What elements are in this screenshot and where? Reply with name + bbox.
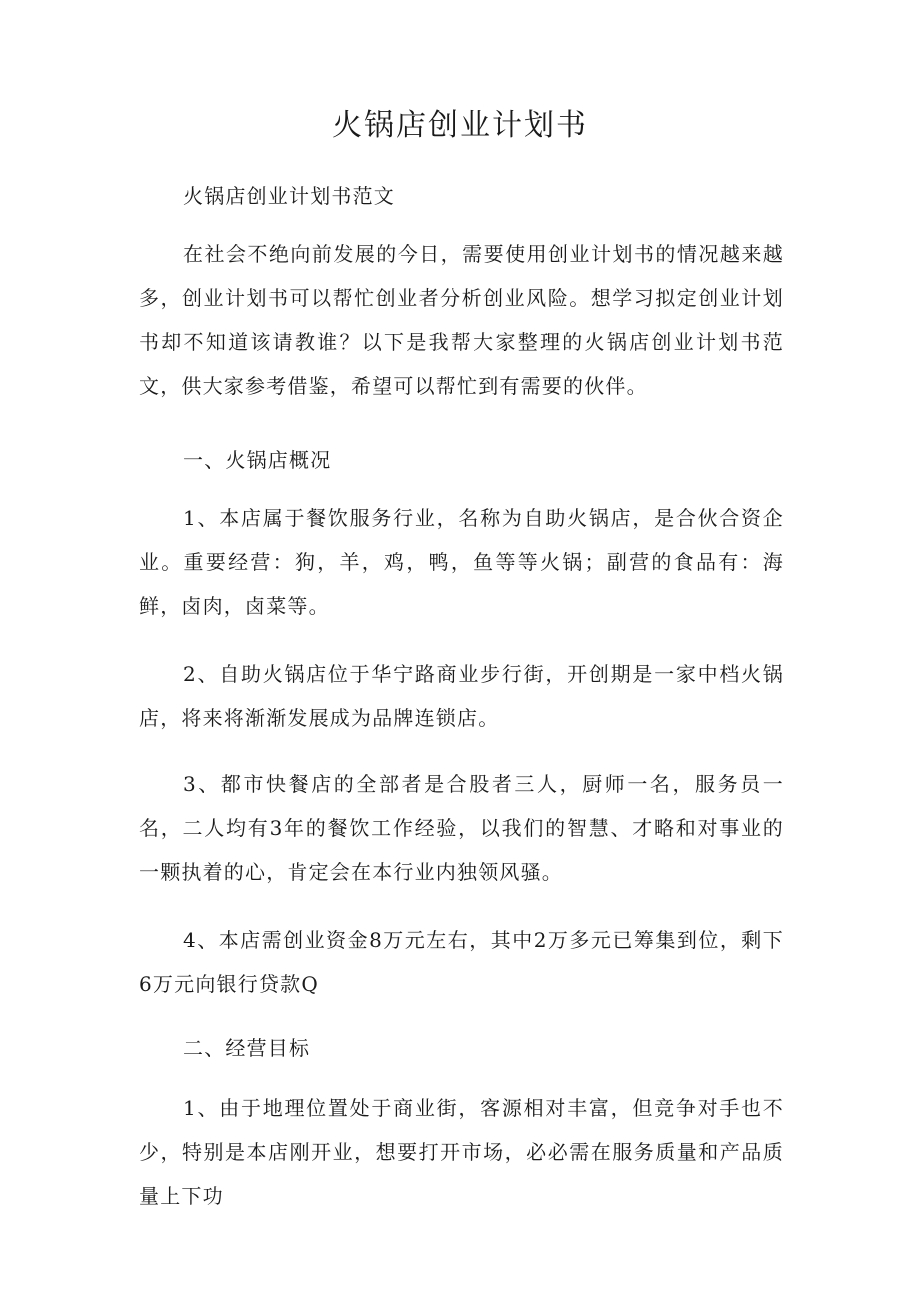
section-heading-overview: 一、火锅店概况 (183, 448, 332, 472)
subtitle: 火锅店创业计划书范文 (183, 184, 395, 208)
overview-item-1: 1、本店属于餐饮服务行业，名称为自助火锅店，是合伙合资企业。重要经营：狗，羊，鸡，鸭，鱼等等火锅；副营的食品有：海鲜，卤肉，卤菜等。 (139, 506, 784, 618)
intro-paragraph: 在社会不绝向前发展的今日，需要使用创业计划书的情况越来越多，创业计划书可以帮忙创业者分析创业风险。想学习拟定创业计划书却不知道该请教谁？以下是我帮大家整理的火锅店创业计划书范文，供大家参考借鉴，希望可以帮忙到有需要的伙伴。 (139, 242, 784, 398)
section-heading-goals: 二、经营目标 (183, 1036, 311, 1060)
overview-item-4: 4、本店需创业资金8万元左右，其中2万多元已筹集到位，剩下6万元向银行贷款Q (139, 928, 784, 996)
goals-item-1: 1、由于地理位置处于商业街，客源相对丰富，但竞争对手也不少，特别是本店刚开业，想要打开市场，必必需在服务质量和产品质量上下功 (139, 1096, 784, 1208)
overview-item-2: 2、自助火锅店位于华宁路商业步行街，开创期是一家中档火锅店，将来将渐渐发展成为品牌连锁店。 (139, 662, 784, 730)
overview-item-3: 3、都市快餐店的全部者是合股者三人，厨师一名，服务员一名，二人均有3年的餐饮工作经验，以我们的智慧、才略和对事业的一颗执着的心，肯定会在本行业内独领风骚。 (139, 772, 784, 884)
document-title: 火锅店创业计划书 (332, 108, 588, 143)
